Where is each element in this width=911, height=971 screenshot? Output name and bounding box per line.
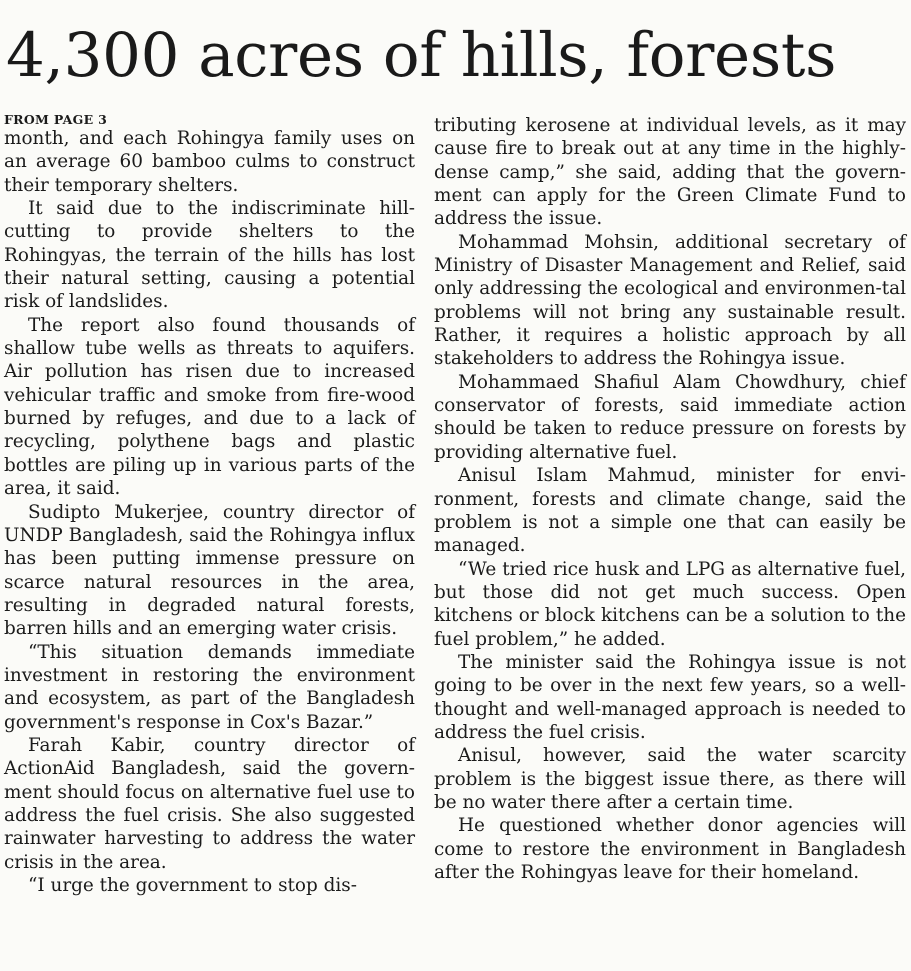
paragraph: Sudipto Mukerjee, country director of UNDP Bangladesh, said the Rohingya influx has been putting immense pressure on scarce natural resources in the area, resulting in degraded natural forests, barren hills and an emerging water crisis. <box>4 501 415 640</box>
continuation-kicker: FROM PAGE 3 <box>4 112 108 127</box>
right-column <box>434 114 906 884</box>
paragraph: “We tried rice husk and LPG as alternative fuel, but those did not get much success. Open kitchens or block kitchens can be a solution to the fuel problem,” he added. <box>434 558 906 650</box>
paragraph: “This situation demands immediate investment in restoring the environment and ecosystem, as part of the Bangladesh government's response in Cox's Bazar.” <box>4 641 415 733</box>
paragraph: Mohammad Mohsin, additional secretary of Ministry of Disaster Management and Relief, said only addressing the ecological and environmen-tal problems will not bring any sustainable result. Rather, it requires a holistic approach by all stakeholders to address the Rohingya issue. <box>434 231 906 370</box>
headline: 4,300 acres of hills, forests <box>6 20 837 91</box>
left-column <box>4 112 415 897</box>
paragraph: The minister said the Rohingya issue is not going to be over in the next few years, so a well-thought and well-managed approach is needed to address the fuel crisis. <box>434 651 906 743</box>
paragraph: Farah Kabir, country director of ActionAid Bangladesh, said the govern-ment should focus on alternative fuel use to address the fuel crisis. She also suggested rainwater harvesting to address the water crisis in the area. <box>4 734 415 873</box>
paragraph: Anisul Islam Mahmud, minister for envi-ronment, forests and climate change, said the problem is not a simple one that can easily be managed. <box>434 465 906 557</box>
paragraph: He questioned whether donor agencies will come to restore the environment in Bangladesh after the Rohingyas leave for their homeland. <box>434 815 906 883</box>
paragraph: It said due to the indiscriminate hill-cutting to provide shelters to the Rohingyas, the terrain of the hills has lost their natural setting, causing a potential risk of landslides. <box>4 198 415 313</box>
paragraph: Mohammaed Shafiul Alam Chowdhury, chief conservator of forests, said immediate action should be taken to reduce pressure on forests by providing alternative fuel. <box>434 371 906 463</box>
paragraph: month, and each Rohingya family uses on an average 60 bamboo culms to construct their temporary shelters. <box>4 128 415 196</box>
paragraph: “I urge the government to stop dis- <box>28 875 357 896</box>
paragraph: Anisul, however, said the water scarcity problem is the biggest issue there, as there will be no water there after a certain time. <box>434 745 906 813</box>
paragraph: The report also found thousands of shallow tube wells as threats to aquifers. Air pollution has risen due to increased vehicular traffic and smoke from fire-wood burned by refuges, and due to a lack of recycling, polythene bags and plastic bottles are piling up in various parts of the area, it said. <box>4 314 415 500</box>
paragraph: tributing kerosene at individual levels, as it may cause fire to break out at any time in the highly-dense camp,” she said, adding that the govern-ment can apply for the Green Climate Fund to address the issue. <box>434 115 906 230</box>
